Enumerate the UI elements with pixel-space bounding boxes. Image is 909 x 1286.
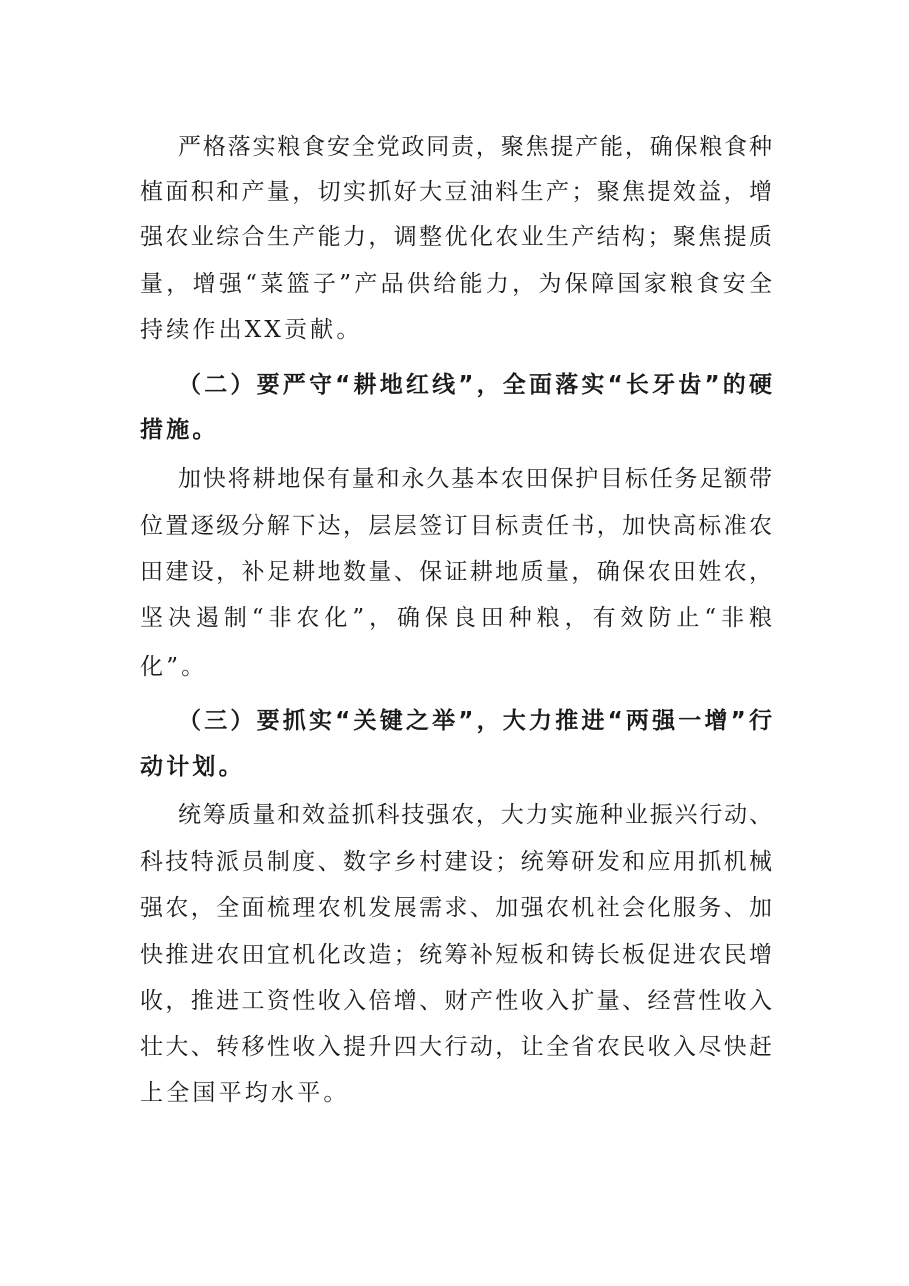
paragraph-1-line-2: 植面积和产量，切实抓好大豆油料生产；聚焦提效益，增 xyxy=(140,179,772,205)
section-heading-2-line-1: （二）要严守“耕地红线”，全面落实“长牙齿”的硬 xyxy=(178,372,772,398)
paragraph-5-line-3: 强农，全面梳理农机发展需求、加强农机社会化服务、加 xyxy=(140,895,772,921)
paragraph-5-line-5: 收，推进工资性收入倍增、财产性收入扩量、经营性收入 xyxy=(140,988,772,1014)
paragraph-5-line-6: 壮大、转移性收入提升四大行动，让全省农民收入尽快赶 xyxy=(140,1034,772,1060)
paragraph-1-line-4: 量，增强“菜篮子”产品供给能力，为保障国家粮食安全 xyxy=(140,271,772,297)
paragraph-5-line-2: 科技特派员制度、数字乡村建设；统筹研发和应用抓机械 xyxy=(140,849,772,875)
paragraph-3-line-4: 坚决遏制“非农化”，确保良田种粮，有效防止“非粮 xyxy=(140,605,772,631)
paragraph-1-line-1: 严格落实粮食安全党政同责，聚焦提产能，确保粮食种 xyxy=(178,134,772,160)
section-heading-3-line-1: （三）要抓实“关键之举”，大力推进“两强一增”行 xyxy=(178,708,772,734)
section-heading-2-line-2: 措施。 xyxy=(140,417,219,443)
paragraph-1-line-5: 持续作出XX贡献。 xyxy=(140,317,363,343)
paragraph-5-line-1: 统筹质量和效益抓科技强农，大力实施种业振兴行动、 xyxy=(178,802,772,828)
paragraph-3-line-3: 田建设，补足耕地数量、保证耕地质量，确保农田姓农， xyxy=(140,559,772,585)
paragraph-5-line-7: 上全国平均水平。 xyxy=(140,1080,350,1106)
paragraph-3-line-1: 加快将耕地保有量和永久基本农田保护目标任务足额带 xyxy=(178,466,772,492)
paragraph-3-line-2: 位置逐级分解下达，层层签订目标责任书，加快高标准农 xyxy=(140,513,772,539)
paragraph-5-line-4: 快推进农田宜机化改造；统筹补短板和铸长板促进农民增 xyxy=(140,942,772,968)
paragraph-3-line-5: 化”。 xyxy=(140,654,208,680)
paragraph-1-line-3: 强农业综合生产能力，调整优化农业生产结构；聚焦提质 xyxy=(140,224,772,250)
section-heading-3-line-2: 动计划。 xyxy=(140,754,245,780)
